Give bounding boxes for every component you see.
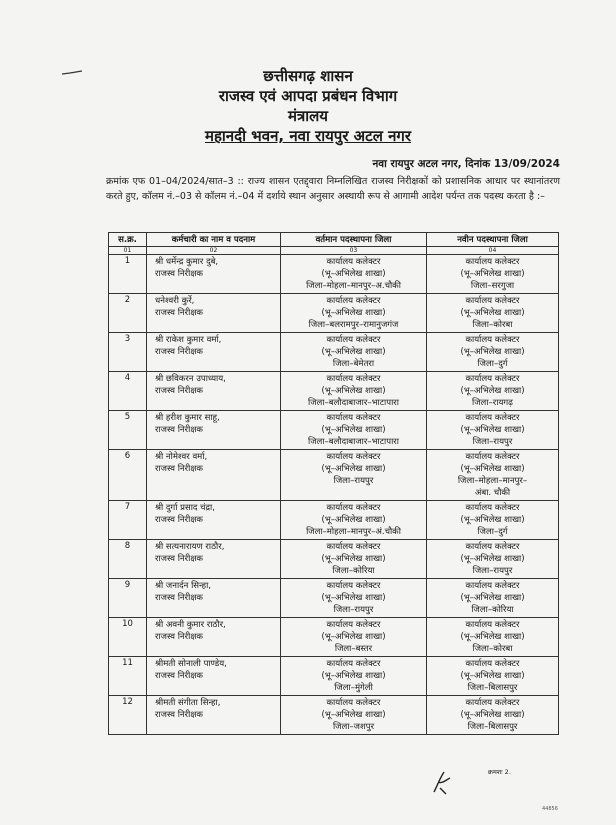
current-posting-cell-line: जिला–बलौदाबाजार–भाटापारा (308, 437, 399, 447)
new-posting-cell-line: जिला–कोरबा (472, 644, 513, 654)
employee-name-cell (147, 696, 281, 735)
employee-name-cell (147, 618, 281, 657)
new-posting-cell-line: कार्यालय कलेक्टर (465, 542, 520, 552)
current-posting-cell-line: जिला–मुंगेली (334, 683, 373, 693)
serial-number: 6 (109, 450, 147, 501)
employee-name-cell-line: राजस्व निरीक्षक (155, 347, 203, 357)
current-posting-cell-line: (भू–अभिलेख शाखा) (321, 269, 386, 279)
new-posting-cell-line: जिला–दुर्ग (477, 359, 508, 369)
employee-name-cell-line: श्री अवनी कुमार राठौर, (155, 620, 226, 630)
current-posting-cell-line: (भू–अभिलेख शाखा) (321, 425, 386, 435)
table-row (109, 696, 559, 735)
employee-name-cell-line: धनेश्वरी कुर्रे, (155, 296, 195, 306)
new-posting-cell-line: (भू–अभिलेख शाखा) (460, 308, 525, 318)
new-posting-cell-line: जिला–रायपुर (472, 566, 513, 576)
employee-name-cell-line: श्री नोमेश्वर वर्मा, (155, 452, 208, 462)
employee-name-cell (147, 450, 281, 501)
current-posting-cell-line: कार्यालय कलेक्टर (326, 542, 381, 552)
current-posting-cell-line: कार्यालय कलेक्टर (326, 413, 381, 423)
new-posting-cell (427, 294, 559, 333)
current-posting-cell-line: (भू–अभिलेख शाखा) (321, 347, 386, 357)
serial-number: 4 (109, 372, 147, 411)
employee-name-cell-line: राजस्व निरीक्षक (155, 269, 203, 279)
employee-name-cell-line: श्री छविकरन उपाध्याय, (155, 374, 226, 384)
new-posting-cell-line: (भू–अभिलेख शाखा) (460, 632, 525, 642)
employee-name-cell-line: श्रीमती संगीता सिन्हा, (155, 698, 221, 708)
header-ministry: मंत्रालय (287, 107, 328, 125)
current-posting-cell (281, 696, 427, 735)
new-posting-cell (427, 333, 559, 372)
employee-name-cell-line: श्री राकेश कुमार वर्मा, (155, 335, 222, 345)
current-posting-cell-line: (भू–अभिलेख शाखा) (321, 386, 386, 396)
header-serial: स.क्र. (109, 233, 147, 247)
current-posting-cell-line: जिला–बलौदाबाजार–भाटापारा (308, 398, 399, 408)
employee-name-cell (147, 294, 281, 333)
new-posting-cell-line: (भू–अभिलेख शाखा) (460, 425, 525, 435)
signature-mark (430, 768, 454, 796)
new-posting-cell (427, 501, 559, 540)
header-new-posting: नवीन पदस्थापना जिला (427, 233, 559, 247)
employee-name-cell (147, 333, 281, 372)
employee-name-cell-line: श्री हरीश कुमार साहू, (155, 413, 220, 423)
current-posting-cell-line: जिला–जशपुर (332, 722, 375, 732)
current-posting-cell-line: (भू–अभिलेख शाखा) (321, 554, 386, 564)
table-body (109, 255, 559, 735)
new-posting-cell-line: कार्यालय कलेक्टर (465, 659, 520, 669)
current-posting-cell-line: कार्यालय कलेक्टर (326, 620, 381, 630)
new-posting-cell-line: कार्यालय कलेक्टर (465, 503, 520, 513)
column-number: 04 (427, 247, 559, 255)
current-posting-cell-line: (भू–अभिलेख शाखा) (321, 308, 386, 318)
new-posting-cell-line: कार्यालय कलेक्टर (465, 413, 520, 423)
new-posting-cell-line: (भू–अभिलेख शाखा) (460, 710, 525, 720)
employee-name-cell (147, 579, 281, 618)
current-posting-cell-line: कार्यालय कलेक्टर (326, 503, 381, 513)
header-government: छत्तीसगढ़ शासन (263, 67, 353, 85)
new-posting-cell-line: जिला–मोहला–मानपुर– (457, 476, 528, 486)
employee-name-cell (147, 540, 281, 579)
new-posting-cell-line: (भू–अभिलेख शाखा) (460, 554, 525, 564)
employee-name-cell-line: श्री जनार्दन सिन्हा, (155, 581, 211, 591)
new-posting-cell-line: अंबा. चौकी (474, 488, 511, 498)
table-row (109, 255, 559, 294)
column-number: 03 (281, 247, 427, 255)
table-header-row (109, 233, 559, 247)
table-row (109, 372, 559, 411)
serial-number: 12 (109, 696, 147, 735)
table-row (109, 333, 559, 372)
current-posting-cell (281, 657, 427, 696)
employee-name-cell-line: राजस्व निरीक्षक (155, 515, 203, 525)
column-number: 01 (109, 247, 147, 255)
current-posting-cell-line: (भू–अभिलेख शाखा) (321, 515, 386, 525)
new-posting-cell-line: कार्यालय कलेक्टर (465, 698, 520, 708)
current-posting-cell-line: कार्यालय कलेक्टर (326, 698, 381, 708)
serial-number: 11 (109, 657, 147, 696)
current-posting-cell-line: जिला–कोरिया (332, 566, 375, 576)
order-dateline: नवा रायपुर अटल नगर, दिनांक 13/09/2024 (372, 158, 560, 170)
serial-number: 7 (109, 501, 147, 540)
current-posting-cell-line: (भू–अभिलेख शाखा) (321, 632, 386, 642)
current-posting-cell (281, 333, 427, 372)
header-department: राजस्व एवं आपदा प्रबंधन विभाग (218, 87, 398, 105)
new-posting-cell-line: (भू–अभिलेख शाखा) (460, 269, 525, 279)
new-posting-cell (427, 696, 559, 735)
current-posting-cell-line: कार्यालय कलेक्टर (326, 581, 381, 591)
current-posting-cell-line: कार्यालय कलेक्टर (326, 257, 381, 267)
current-posting-cell-line: (भू–अभिलेख शाखा) (321, 593, 386, 603)
current-posting-cell (281, 618, 427, 657)
employee-name-cell-line: राजस्व निरीक्षक (155, 464, 203, 474)
table-row (109, 618, 559, 657)
table-row (109, 501, 559, 540)
new-posting-cell-line: जिला–कोरबा (472, 320, 513, 330)
current-posting-cell-line: जिला–बस्तर (334, 644, 373, 654)
table-row (109, 450, 559, 501)
current-posting-cell (281, 255, 427, 294)
new-posting-cell (427, 255, 559, 294)
employee-name-cell (147, 411, 281, 450)
new-posting-cell-line: (भू–अभिलेख शाखा) (460, 386, 525, 396)
employee-name-cell-line: राजस्व निरीक्षक (155, 593, 203, 603)
serial-number: 5 (109, 411, 147, 450)
table-row (109, 657, 559, 696)
new-posting-cell-line: जिला–सरगुजा (470, 281, 515, 291)
new-posting-cell-line: (भू–अभिलेख शाखा) (460, 464, 525, 474)
footer-code: 44856 (542, 806, 558, 812)
order-paragraph: क्रमांक एफ 01–04/2024/सात–3 :: राज्य शासन एतद्द्वारा निम्नलिखित राजस्व निरीक्षकों को प्रशासनिक आधार पर स्थानांतरण करते हुए, कॉलम नं.–03 से कॉलम नं.–04 में दर्शाये स्थान अनुसार अस्थायी रूप से आगामी आदेश पर्यन्त तक पदस्थ करता है :– (106, 176, 560, 202)
new-posting-cell-line: (भू–अभिलेख शाखा) (460, 671, 525, 681)
table-row (109, 411, 559, 450)
new-posting-cell-line: जिला–कोरिया (471, 605, 514, 615)
current-posting-cell-line: कार्यालय कलेक्टर (326, 296, 381, 306)
employee-name-cell-line: राजस्व निरीक्षक (155, 425, 203, 435)
current-posting-cell-line: जिला–बलरामपुर–रामानुजगंज (308, 320, 399, 330)
new-posting-cell-line: कार्यालय कलेक्टर (465, 452, 520, 462)
employee-name-cell-line: श्रीमती सोनाली पाण्डेय, (155, 659, 227, 669)
employee-name-cell (147, 255, 281, 294)
serial-number: 10 (109, 618, 147, 657)
employee-name-cell-line: राजस्व निरीक्षक (155, 308, 203, 318)
current-posting-cell-line: (भू–अभिलेख शाखा) (321, 671, 386, 681)
column-number: 02 (147, 247, 281, 255)
current-posting-cell-line: जिला–बेमेतरा (332, 359, 375, 369)
current-posting-cell (281, 294, 427, 333)
current-posting-cell-line: कार्यालय कलेक्टर (326, 335, 381, 345)
employee-name-cell (147, 501, 281, 540)
current-posting-cell (281, 411, 427, 450)
current-posting-cell-line: कार्यालय कलेक्टर (326, 659, 381, 669)
employee-name-cell-line: श्री दुर्गा प्रसाद चंद्रा, (155, 503, 215, 513)
new-posting-cell-line: कार्यालय कलेक्टर (465, 335, 520, 345)
new-posting-cell-line: जिला–रायपुर (472, 437, 513, 447)
new-posting-cell-line: (भू–अभिलेख शाखा) (460, 347, 525, 357)
employee-name-cell-line: श्री सत्यनारायण राठौर, (155, 542, 225, 552)
employee-name-cell-line: राजस्व निरीक्षक (155, 671, 203, 681)
current-posting-cell (281, 372, 427, 411)
transfer-table (108, 232, 559, 735)
new-posting-cell-line: जिला–रायगढ़ (472, 398, 513, 408)
new-posting-cell (427, 411, 559, 450)
new-posting-cell-line: कार्यालय कलेक्टर (465, 257, 520, 267)
new-posting-cell-line: कार्यालय कलेक्टर (465, 581, 520, 591)
new-posting-cell-line: कार्यालय कलेक्टर (465, 296, 520, 306)
new-posting-cell (427, 657, 559, 696)
new-posting-cell-line: जिला–बिलासपुर (467, 722, 518, 732)
employee-name-cell-line: राजस्व निरीक्षक (155, 710, 203, 720)
current-posting-cell-line: जिला–रायपुर (333, 605, 374, 615)
new-posting-cell (427, 372, 559, 411)
current-posting-cell (281, 501, 427, 540)
serial-number: 3 (109, 333, 147, 372)
new-posting-cell (427, 618, 559, 657)
current-posting-cell-line: जिला–मोहला–मानपुर–अ.चौकी (306, 281, 401, 291)
current-posting-cell-line: जिला–मोहला–मानपुर–अं.चौकी (306, 527, 401, 537)
new-posting-cell (427, 450, 559, 501)
current-posting-cell (281, 540, 427, 579)
employee-name-cell-line: राजस्व निरीक्षक (155, 554, 203, 564)
employee-name-cell-line: श्री धर्मेन्द्र कुमार दुबे, (155, 257, 219, 267)
new-posting-cell-line: कार्यालय कलेक्टर (465, 374, 520, 384)
current-posting-cell-line: (भू–अभिलेख शाखा) (321, 710, 386, 720)
current-posting-cell-line: (भू–अभिलेख शाखा) (321, 464, 386, 474)
serial-number: 8 (109, 540, 147, 579)
current-posting-cell-line: जिला–रायपुर (333, 476, 374, 486)
employee-name-cell-line: राजस्व निरीक्षक (155, 386, 203, 396)
new-posting-cell-line: जिला–दुर्ग (477, 527, 508, 537)
employee-name-cell (147, 372, 281, 411)
serial-number: 1 (109, 255, 147, 294)
new-posting-cell-line: जिला–बिलासपुर (467, 683, 518, 693)
current-posting-cell (281, 579, 427, 618)
current-posting-cell-line: कार्यालय कलेक्टर (326, 374, 381, 384)
serial-number: 9 (109, 579, 147, 618)
new-posting-cell (427, 540, 559, 579)
employee-name-cell (147, 657, 281, 696)
table-row (109, 294, 559, 333)
header-employee: कर्मचारी का नाम व पदनाम (147, 233, 281, 247)
header-current-posting: वर्तमान पदस्थापना जिला (281, 233, 427, 247)
header-address: महानदी भवन, नवा रायपुर अटल नगर (204, 127, 412, 145)
current-posting-cell (281, 450, 427, 501)
column-number-row (109, 247, 559, 255)
current-posting-cell-line: कार्यालय कलेक्टर (326, 452, 381, 462)
new-posting-cell-line: (भू–अभिलेख शाखा) (460, 593, 525, 603)
new-posting-cell-line: कार्यालय कलेक्टर (465, 620, 520, 630)
table-row (109, 540, 559, 579)
table-row (109, 579, 559, 618)
new-posting-cell-line: (भू–अभिलेख शाखा) (460, 515, 525, 525)
continued-note: क्रमशः 2. (488, 768, 511, 776)
serial-number: 2 (109, 294, 147, 333)
employee-name-cell-line: राजस्व निरीक्षक (155, 632, 203, 642)
new-posting-cell (427, 579, 559, 618)
